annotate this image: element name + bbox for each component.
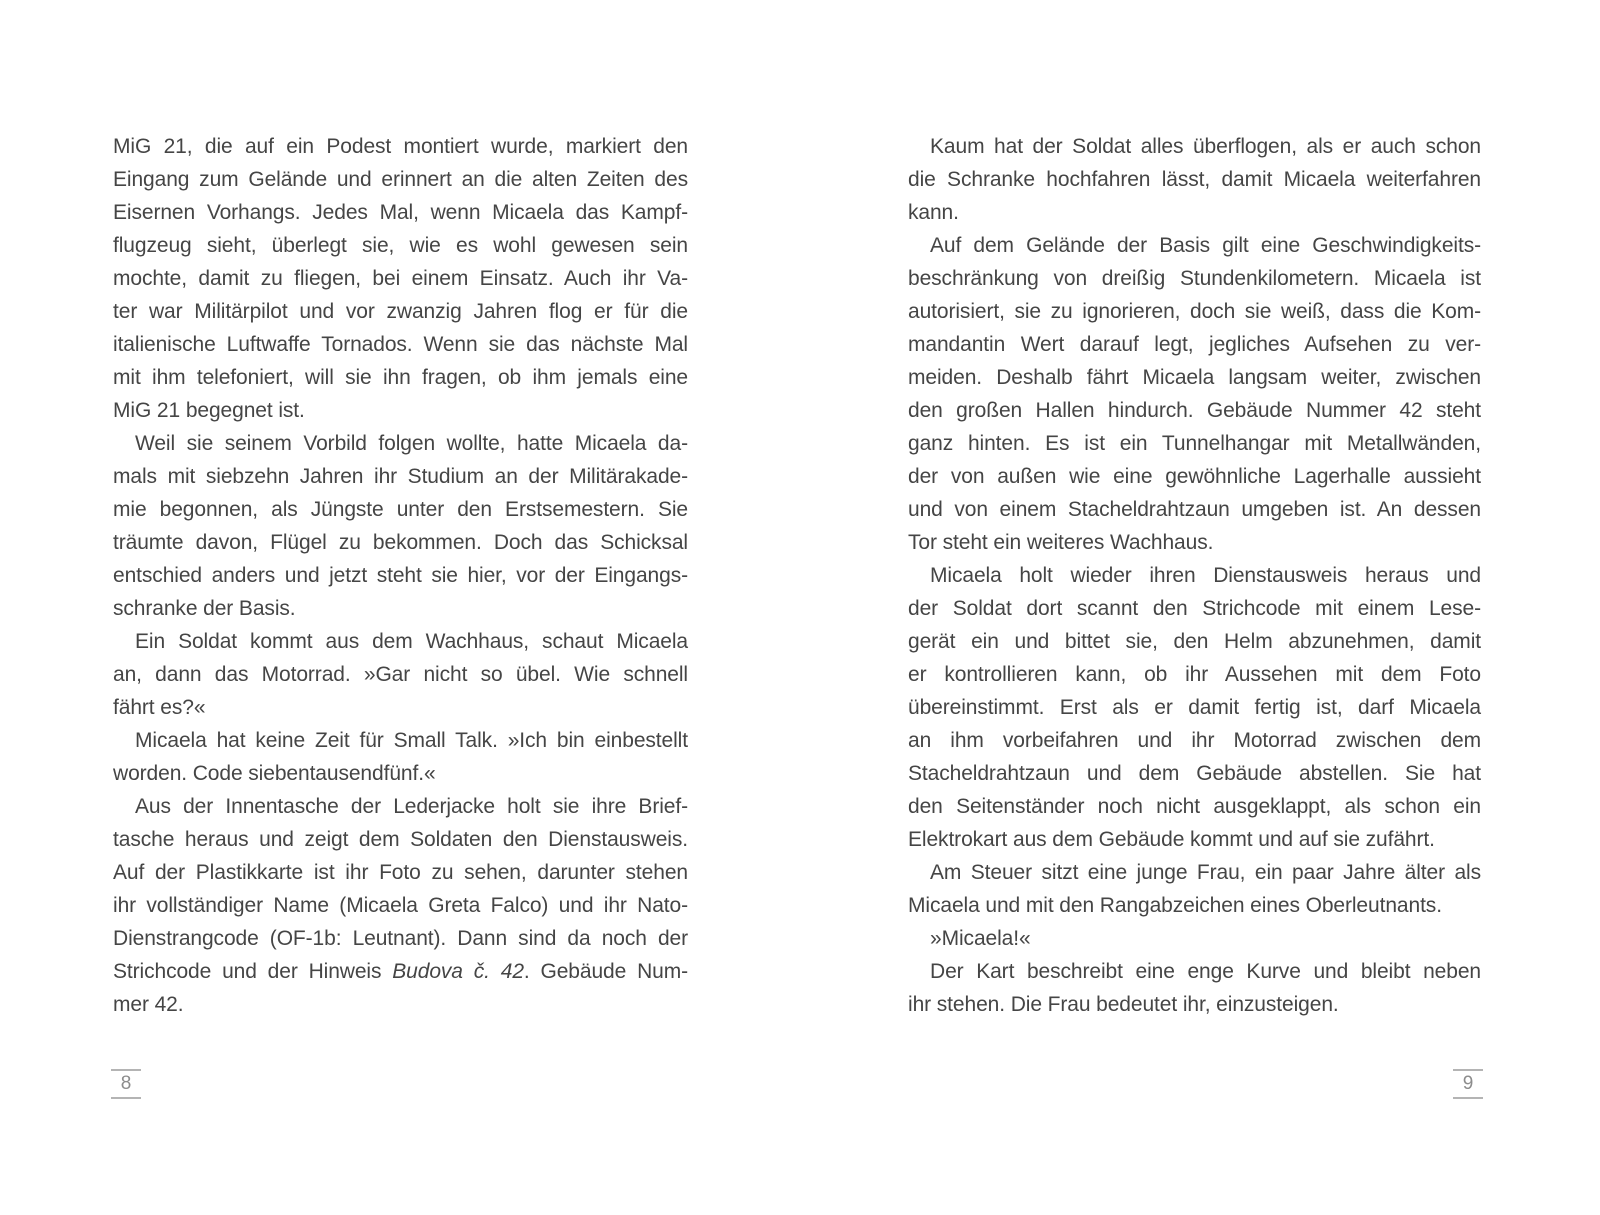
paragraph — [908, 559, 1481, 856]
paragraph — [908, 229, 1481, 559]
paragraph — [908, 922, 1481, 955]
paragraph — [113, 427, 688, 625]
text-line: Micaela hat keine Zeit für Small Talk. »Ich bin einbestellt — [135, 729, 688, 752]
text-line: Ein Soldat kommt aus dem Wachhaus, schaut Micaela — [135, 630, 688, 653]
text-line: autorisiert, sie zu ignorieren, doch sie weiß, dass die Kom- — [908, 300, 1481, 323]
text-line: beschränkung von dreißig Stundenkilometern. Micaela ist — [908, 267, 1481, 290]
paragraph — [113, 130, 688, 427]
text-line: Stacheldrahtzaun und dem Gebäude abstellen. Sie hat — [908, 762, 1481, 785]
text-line: Micaela holt wieder ihren Dienstausweis heraus und — [930, 564, 1481, 587]
page-number: 8 — [120, 1073, 132, 1094]
text-line: Auf der Plastikkarte ist ihr Foto zu sehen, darunter stehen — [113, 861, 688, 884]
text-line: mer 42. — [113, 993, 184, 1016]
text-line: Micaela und mit den Rangabzeichen eines Oberleutnants. — [908, 894, 1442, 917]
text-line: Am Steuer sitzt eine junge Frau, ein paar Jahre älter als — [930, 861, 1481, 884]
page-right-text-column — [908, 130, 1481, 1021]
text-line: der von außen wie eine gewöhnliche Lagerhalle aussieht — [908, 465, 1481, 488]
text-line: schranke der Basis. — [113, 597, 296, 620]
text-line: italienische Luftwaffe Tornados. Wenn sie das nächste Mal — [113, 333, 688, 356]
page-number-block-left — [111, 1069, 141, 1099]
text-line: ganz hinten. Es ist ein Tunnelhangar mit Metallwänden, — [908, 432, 1481, 455]
text-line: übereinstimmt. Erst als er damit fertig ist, darf Micaela — [908, 696, 1481, 719]
paragraph — [113, 790, 688, 1021]
text-line: Der Kart beschreibt eine enge Kurve und bleibt neben — [930, 960, 1481, 983]
text-line: mals mit siebzehn Jahren ihr Studium an der Militärakade- — [113, 465, 688, 488]
paragraph — [908, 856, 1481, 922]
text-line: den großen Hallen hindurch. Gebäude Nummer 42 steht — [908, 399, 1481, 422]
text-line: MiG 21 begegnet ist. — [113, 399, 305, 422]
text-line: Eisernen Vorhangs. Jedes Mal, wenn Micaela das Kampf- — [113, 201, 688, 224]
text-line: die Schranke hochfahren lässt, damit Micaela weiterfahren — [908, 168, 1481, 191]
text-line: ter war Militärpilot und vor zwanzig Jahren flog er für die — [113, 300, 688, 323]
text-line: fährt es?« — [113, 696, 206, 719]
text-line: Aus der Innentasche der Lederjacke holt sie ihre Brief- — [135, 795, 688, 818]
text-line: und von einem Stacheldrahtzaun umgeben ist. An dessen — [908, 498, 1481, 521]
paragraph — [113, 625, 688, 724]
text-line: Strichcode und der Hinweis Budova č. 42. Gebäude Num- — [113, 960, 688, 983]
text-line: gerät ein und bittet sie, den Helm abzunehmen, damit — [908, 630, 1481, 653]
page-number-rule-bottom — [111, 1097, 141, 1099]
text-line: mit ihm telefoniert, will sie ihn fragen, ob ihm jemals eine — [113, 366, 688, 389]
paragraph — [908, 955, 1481, 1021]
page-left-text-column — [113, 130, 688, 1021]
text-line: Auf dem Gelände der Basis gilt eine Geschwindigkeits- — [930, 234, 1481, 257]
paragraph — [908, 130, 1481, 229]
text-line: mandantin Wert darauf legt, jegliches Aufsehen zu ver- — [908, 333, 1481, 356]
text-line: entschied anders und jetzt steht sie hier, vor der Eingangs- — [113, 564, 688, 587]
text-line: ihr stehen. Die Frau bedeutet ihr, einzusteigen. — [908, 993, 1339, 1016]
page-number-rule-bottom — [1453, 1097, 1483, 1099]
page-number-block-right — [1453, 1069, 1483, 1099]
paragraph — [113, 724, 688, 790]
text-line: flugzeug sieht, überlegt sie, wie es wohl gewesen sein — [113, 234, 688, 257]
text-line: »Micaela!« — [930, 927, 1031, 950]
text-line: Weil sie seinem Vorbild folgen wollte, hatte Micaela da- — [135, 432, 688, 455]
text-line: mie begonnen, als Jüngste unter den Erstsemestern. Sie — [113, 498, 688, 521]
text-line: Elektrokart aus dem Gebäude kommt und auf sie zufährt. — [908, 828, 1435, 851]
text-line: Dienstrangcode (OF-1b: Leutnant). Dann sind da noch der — [113, 927, 688, 950]
text-line: träumte davon, Flügel zu bekommen. Doch das Schicksal — [113, 531, 688, 554]
text-line: Eingang zum Gelände und erinnert an die alten Zeiten des — [113, 168, 688, 191]
text-line: tasche heraus und zeigt dem Soldaten den Dienstausweis. — [113, 828, 688, 851]
italic-text: Budova č. 42 — [392, 960, 524, 983]
text-line: mochte, damit zu fliegen, bei einem Einsatz. Auch ihr Va- — [113, 267, 688, 290]
text-line: ihr vollständiger Name (Micaela Greta Falco) und ihr Nato- — [113, 894, 688, 917]
text-line: MiG 21, die auf ein Podest montiert wurde, markiert den — [113, 135, 688, 158]
text-line: kann. — [908, 201, 959, 224]
text-line: an, dann das Motorrad. »Gar nicht so übel. Wie schnell — [113, 663, 688, 686]
page-number: 9 — [1462, 1073, 1474, 1094]
text-line: den Seitenständer noch nicht ausgeklappt, als schon ein — [908, 795, 1481, 818]
text-line: an ihm vorbeifahren und ihr Motorrad zwischen dem — [908, 729, 1481, 752]
text-line: worden. Code siebentausendfünf.« — [113, 762, 436, 785]
text-line: der Soldat dort scannt den Strichcode mit einem Lese- — [908, 597, 1481, 620]
text-line: meiden. Deshalb fährt Micaela langsam weiter, zwischen — [908, 366, 1481, 389]
text-line: Kaum hat der Soldat alles überflogen, als er auch schon — [930, 135, 1481, 158]
text-line: Tor steht ein weiteres Wachhaus. — [908, 531, 1214, 554]
text-line: er kontrollieren kann, ob ihr Aussehen mit dem Foto — [908, 663, 1481, 686]
